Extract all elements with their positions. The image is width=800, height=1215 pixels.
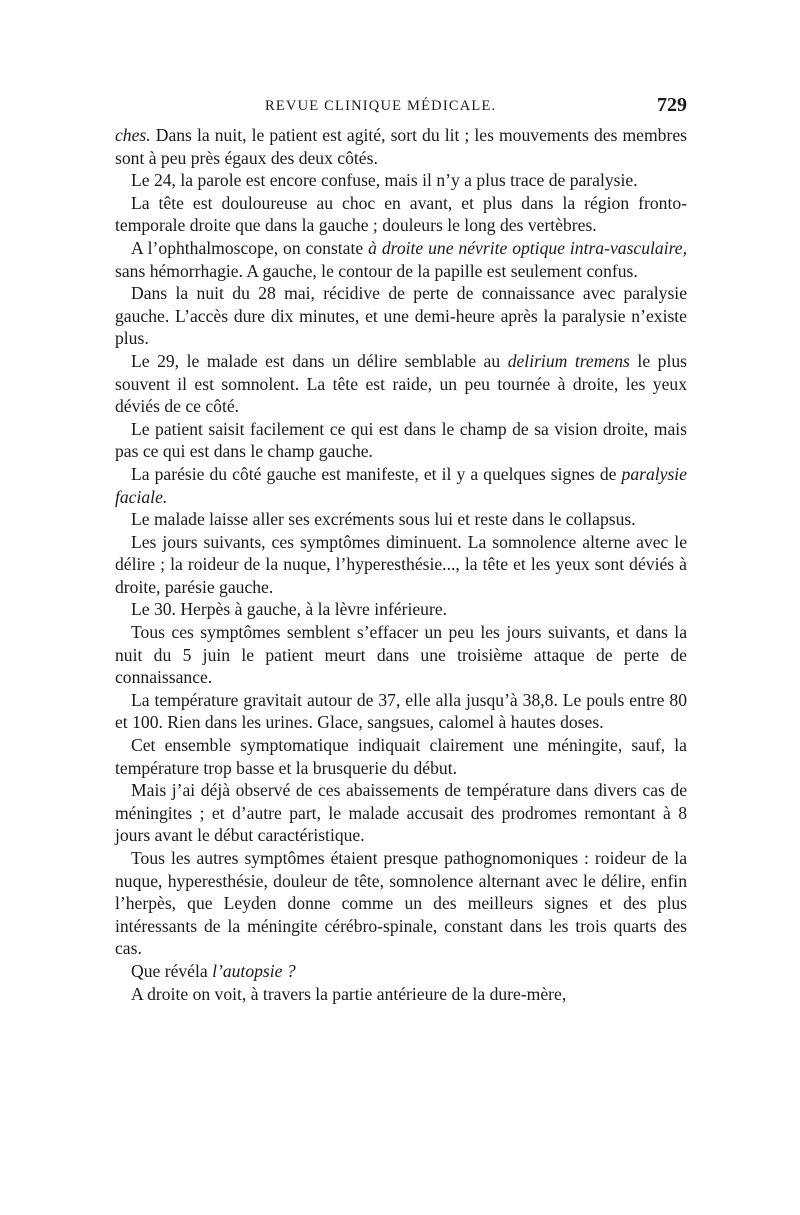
paragraph (115, 983, 687, 1006)
paragraph (115, 598, 687, 621)
text-segment: Dans la nuit du 28 mai, récidive de perte de connaissance avec paralysie gauche. L’accès dure dix minutes, et une demi-heure après la paralysie n’existe plus. (115, 283, 687, 349)
paragraph (115, 621, 687, 689)
text-segment: La tête est douloureuse au choc en avant, et plus dans la région fronto-temporale droite que dans la gauche ; douleurs le long des vertèbres. (115, 192, 687, 236)
paragraph (115, 779, 687, 847)
text-segment: A l’ophthalmoscope, on constate (131, 237, 369, 258)
paragraph (115, 960, 687, 983)
text-segment: Le patient saisit facilement ce qui est dans le champ de sa vision droite, mais pas ce qui est dans le champ gauche. (115, 418, 687, 462)
text-segment: le plus souvent il est somnolent. La tête est raide, un peu tournée à droite, les yeux déviés de ce côté. (115, 350, 687, 417)
italic-text: delirium tremens (507, 350, 630, 371)
document-page (115, 94, 687, 1005)
text-segment: Les jours suivants, ces symptômes diminuent. La somnolence alterne avec le délire ; la roideur de la nuque, l’hyperesthésie..., la tête et les yeux sont déviés à droite, parésie gauche. (115, 531, 687, 597)
paragraph (115, 531, 687, 599)
paragraph (115, 847, 687, 960)
text-segment: Dans la nuit, le patient est agité, sort du lit ; les mouvements des membres sont à peu près égaux des deux côtés. (115, 125, 687, 168)
running-title: REVUE CLINIQUE MÉDICALE. (265, 98, 497, 114)
text-segment: Le malade laisse aller ses excréments sous lui et reste dans le collapsus. (131, 509, 636, 530)
italic-text: ches. (115, 125, 151, 145)
paragraph (115, 734, 687, 779)
text-segment: Le 30. Herpès à gauche, à la lèvre inférieure. (131, 599, 448, 620)
paragraph (115, 463, 687, 508)
paragraph (115, 124, 687, 169)
paragraph (115, 192, 687, 237)
italic-text: l’autopsie ? (212, 960, 296, 981)
italic-text: paralysie faciale. (115, 463, 687, 507)
text-segment: Mais j’ai déjà observé de ces abaissements de température dans divers cas de méningites ; et d’autre part, le malade accusait des prodromes remontant à 8 jours avant le début caractéristique. (115, 780, 687, 846)
paragraph (115, 282, 687, 350)
running-header (115, 94, 687, 124)
text-segment: La parésie du côté gauche est manifeste, et il y a quelques signes de (131, 463, 622, 484)
text-segment: Que révéla (131, 960, 213, 981)
text-segment: La température gravitait autour de 37, elle alla jusqu’à 38,8. Le pouls entre 80 et 100. Rien dans les urines. Glace, sangsues, calomel à hautes doses. (115, 689, 687, 733)
page-number: 729 (657, 94, 687, 116)
paragraph (115, 689, 687, 734)
text-segment: A droite on voit, à travers la partie antérieure de la dure-mère, (131, 983, 567, 1004)
text-segment: sans hémorrhagie. A gauche, le contour de la papille est seulement confus. (115, 260, 638, 281)
text-segment: Le 24, la parole est encore confuse, mais il n’y a plus trace de paralysie. (131, 170, 638, 191)
paragraph (115, 418, 687, 463)
text-segment: Le 29, le malade est dans un délire semblable au (131, 350, 508, 371)
paragraph (115, 169, 687, 192)
paragraph (115, 350, 687, 418)
text-segment: Tous les autres symptômes étaient presque pathognomoniques : roideur de la nuque, hyperesthésie, douleur de tête, somnolence alternant avec le délire, enfin l’herpès, que Leyden donne comme un des meilleurs signes et des plus intéressants de la méningite cérébro-spinale, constant dans les trois quarts des cas. (115, 848, 687, 959)
paragraph (115, 237, 687, 282)
body-text (115, 124, 687, 1005)
paragraph (115, 508, 687, 531)
italic-text: à droite une névrite optique intra-vasculaire, (368, 237, 687, 258)
text-segment: Cet ensemble symptomatique indiquait clairement une méningite, sauf, la température trop basse et la brusquerie du début. (115, 735, 687, 778)
text-segment: Tous ces symptômes semblent s’effacer un peu les jours suivants, et dans la nuit du 5 juin le patient meurt dans une troisième attaque de perte de connaissance. (115, 622, 687, 688)
